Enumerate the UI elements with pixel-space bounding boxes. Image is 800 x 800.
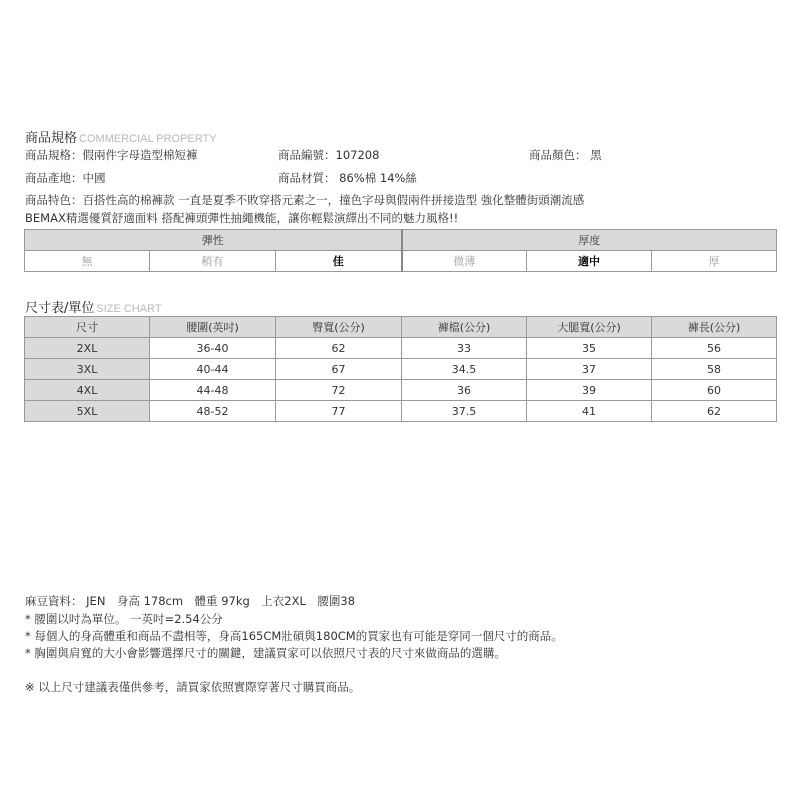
thickness-option-selected: 適中 — [527, 251, 652, 272]
size-header-cell: 腰圍(英吋) — [150, 317, 276, 338]
product-spec: 商品規格：假兩件字母造型棉短褲 — [25, 148, 198, 162]
size-chart-title-en: SIZE CHART — [96, 303, 162, 315]
size-header-row — [25, 317, 777, 338]
size-cell: 41 — [527, 401, 652, 422]
size-cell: 72 — [276, 380, 402, 401]
size-cell: 36 — [402, 380, 527, 401]
elasticity-option-selected: 佳 — [276, 251, 402, 272]
size-cell: 37.5 — [402, 401, 527, 422]
size-cell: 44-48 — [150, 380, 276, 401]
size-chart-title — [25, 297, 162, 316]
product-spec-title-zh: 商品規格 — [25, 131, 78, 146]
product-feature-line1: 商品特色：百搭性高的棉褲款 一直是夏季不敗穿搭元素之一，撞色字母與假兩件拼接造型 強化整體街頭潮流感 — [25, 193, 585, 207]
thickness-option: 微薄 — [402, 251, 527, 272]
product-spec-title-en: COMMERCIAL PROPERTY — [79, 133, 217, 145]
size-cell: 77 — [276, 401, 402, 422]
size-header-cell: 褲長(公分) — [652, 317, 777, 338]
rating-options-row — [25, 251, 777, 272]
thickness-option: 厚 — [652, 251, 777, 272]
size-header-cell: 臀寬(公分) — [276, 317, 402, 338]
table-row — [25, 401, 777, 422]
elasticity-option: 稍有 — [150, 251, 276, 272]
product-origin: 商品產地：中國 — [25, 171, 106, 185]
product-number: 商品編號：107208 — [278, 148, 380, 162]
size-cell: 34.5 — [402, 359, 527, 380]
spec-row-2 — [25, 170, 775, 186]
size-cell: 37 — [527, 359, 652, 380]
product-spec-title — [25, 127, 217, 146]
rating-header-row — [25, 230, 777, 251]
size-cell: 48-52 — [150, 401, 276, 422]
size-cell: 62 — [276, 338, 402, 359]
spec-row-1 — [25, 147, 775, 163]
size-header-cell: 大腿寬(公分) — [527, 317, 652, 338]
product-feature-line2: BEMAX精選優質舒適面料 搭配褲頭彈性抽繩機能，讓你輕鬆演繹出不同的魅力風格!! — [25, 211, 459, 225]
size-label: 2XL — [25, 338, 150, 359]
product-material: 商品材質： 86%棉 14%絲 — [278, 171, 417, 185]
size-cell: 56 — [652, 338, 777, 359]
note-chest-shoulder: * 胸圍與肩寬的大小會影響選擇尺寸的關鍵，建議買家可以依照尺寸表的尺寸來做商品的選購。 — [25, 646, 506, 660]
elasticity-header: 彈性 — [25, 230, 402, 251]
size-label: 4XL — [25, 380, 150, 401]
size-label: 5XL — [25, 401, 150, 422]
table-row — [25, 380, 777, 401]
size-table — [24, 316, 777, 422]
size-cell: 67 — [276, 359, 402, 380]
rating-table — [24, 229, 777, 272]
size-label: 3XL — [25, 359, 150, 380]
table-row — [25, 359, 777, 380]
size-cell: 33 — [402, 338, 527, 359]
size-cell: 39 — [527, 380, 652, 401]
size-header-cell: 褲檔(公分) — [402, 317, 527, 338]
size-cell: 62 — [652, 401, 777, 422]
thickness-header: 厚度 — [402, 230, 777, 251]
disclaimer: ※ 以上尺寸建議表僅供參考，請買家依照實際穿著尺寸購買商品。 — [25, 680, 361, 694]
note-body-size: * 每個人的身高體重和商品不盡相等，身高165CM壯碩與180CM的買家也有可能是穿同一個尺寸的商品。 — [25, 629, 563, 643]
size-chart-title-zh: 尺寸表/單位 — [25, 301, 95, 316]
size-header-cell: 尺寸 — [25, 317, 150, 338]
size-cell: 60 — [652, 380, 777, 401]
model-info: 麻豆資料： JEN 身高 178cm 體重 97kg 上衣2XL 腰圍38 — [25, 594, 356, 608]
product-color: 商品顏色： 黑 — [529, 148, 602, 162]
elasticity-option: 無 — [25, 251, 150, 272]
size-cell: 58 — [652, 359, 777, 380]
note-waist-unit: * 腰圍以吋為單位。 一英吋=2.54公分 — [25, 612, 223, 626]
size-cell: 35 — [527, 338, 652, 359]
size-cell: 36-40 — [150, 338, 276, 359]
table-row — [25, 338, 777, 359]
size-cell: 40-44 — [150, 359, 276, 380]
